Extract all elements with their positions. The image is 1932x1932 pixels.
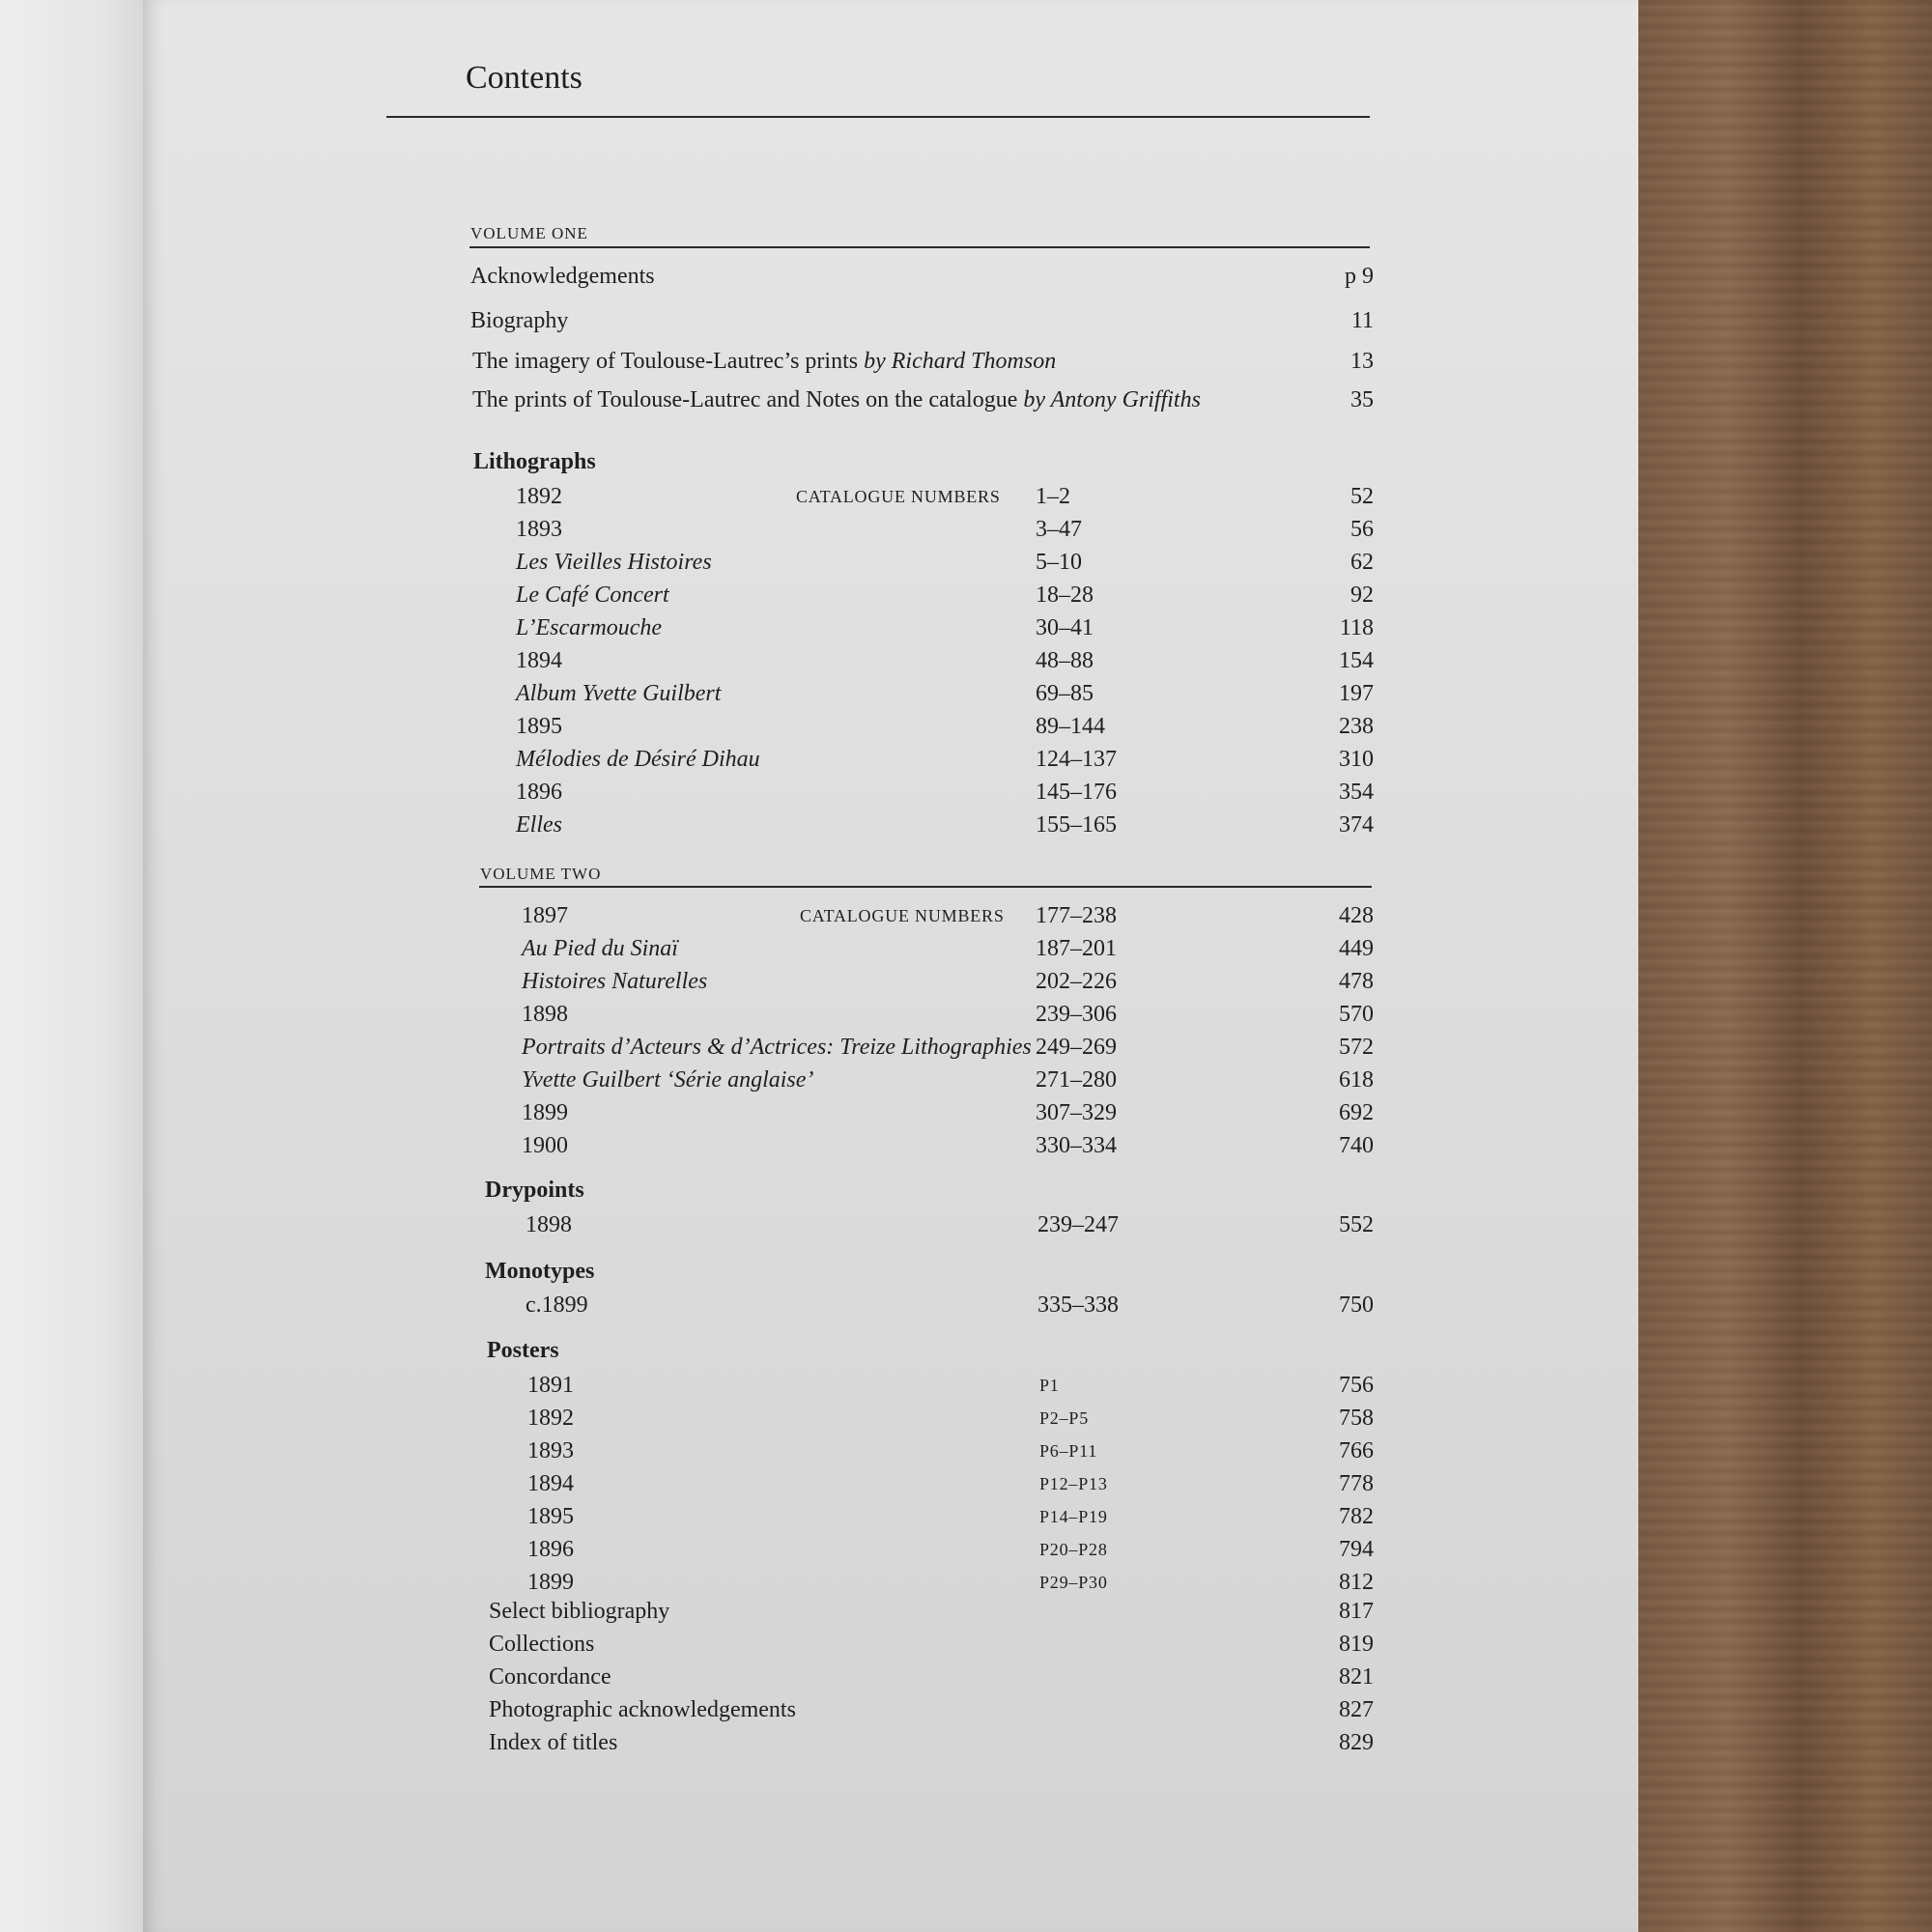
catalogue-number: 330–334: [1036, 1133, 1117, 1158]
toc-row: [0, 1694, 1932, 1725]
page-number: 817: [1339, 1599, 1374, 1624]
entry-title: Album Yvette Guilbert: [516, 681, 722, 706]
section-heading: Posters: [487, 1338, 559, 1363]
page-number: 428: [1339, 903, 1374, 928]
toc-row: [0, 384, 1932, 415]
catalogue-number: 249–269: [1036, 1035, 1117, 1060]
entry-title: 1892: [516, 484, 562, 509]
page-number: 13: [1350, 349, 1374, 374]
page-number: 552: [1339, 1212, 1374, 1237]
toc-row: [0, 1534, 1932, 1565]
catalogue-number: P20–P28: [1039, 1540, 1108, 1559]
catalogue-number: 18–28: [1036, 582, 1094, 608]
entry-title: Mélodies de Désiré Dihau: [516, 747, 760, 772]
entry-title: 1899: [527, 1570, 574, 1595]
page-number: 197: [1339, 681, 1374, 706]
catalogue-number: 124–137: [1036, 747, 1117, 772]
page-number: 310: [1339, 747, 1374, 772]
page-number: 692: [1339, 1100, 1374, 1125]
catalogue-number: 69–85: [1036, 681, 1094, 706]
catalogue-number: 89–144: [1036, 714, 1105, 739]
toc-row: [0, 612, 1932, 643]
entry-title: 1898: [522, 1002, 568, 1027]
toc-row: [0, 1501, 1932, 1532]
toc-row: [0, 933, 1932, 964]
catalogue-numbers-label: CATALOGUE NUMBERS: [800, 906, 1005, 925]
toc-row: [0, 1727, 1932, 1758]
toc-row: [0, 1596, 1932, 1627]
section-heading: Drypoints: [485, 1178, 584, 1203]
entry-title: c.1899: [526, 1293, 588, 1318]
toc-row: [0, 1130, 1932, 1161]
page-number: 62: [1350, 550, 1374, 575]
toc-row: [0, 446, 1932, 477]
toc-row: [0, 1097, 1932, 1128]
entry-title: 1891: [527, 1373, 574, 1398]
entry-title: Photographic acknowledgements: [489, 1697, 796, 1722]
toc-row: [0, 346, 1932, 377]
entry-title: 1894: [527, 1471, 574, 1496]
page-number: 829: [1339, 1730, 1374, 1755]
catalogue-number: 335–338: [1037, 1293, 1119, 1318]
entry-title: Acknowledgements: [470, 264, 655, 289]
toc-row: [0, 1065, 1932, 1095]
entry-title: The imagery of Toulouse-Lautrec’s prints by Richard Thomson: [472, 349, 1057, 374]
page-number: 354: [1339, 780, 1374, 805]
catalogue-numbers-label: CATALOGUE NUMBERS: [796, 487, 1001, 506]
entry-title: Yvette Guilbert ‘Série anglaise’: [522, 1067, 814, 1093]
toc-row: [0, 1032, 1932, 1063]
toc-row: [0, 514, 1932, 545]
page-number: 812: [1339, 1570, 1374, 1595]
page-number: 11: [1350, 308, 1374, 333]
toc-row: [0, 900, 1932, 931]
entry-title: 1896: [516, 780, 562, 805]
toc-row: [0, 1662, 1932, 1692]
entry-title: Les Vieilles Histoires: [516, 550, 712, 575]
page-number: 570: [1339, 1002, 1374, 1027]
toc-row: [0, 999, 1932, 1030]
toc-row: [0, 1468, 1932, 1499]
toc-row: [0, 305, 1932, 336]
entry-title: Biography: [470, 308, 569, 333]
toc-row: [0, 966, 1932, 997]
page-number: 756: [1339, 1373, 1374, 1398]
page-number: 778: [1339, 1471, 1374, 1496]
entry-title: Concordance: [489, 1664, 611, 1690]
page-number: 35: [1350, 387, 1374, 412]
entry-title: Index of titles: [489, 1730, 618, 1755]
page-number: 118: [1339, 615, 1374, 640]
page-number: p 9: [1345, 264, 1374, 289]
entry-title: 1900: [522, 1133, 568, 1158]
page-number: 449: [1339, 936, 1374, 961]
entry-title: Au Pied du Sinaï: [522, 936, 678, 961]
entry-title: Collections: [489, 1632, 595, 1657]
catalogue-number: 1–2: [1036, 484, 1070, 509]
entry-title: 1896: [527, 1537, 574, 1562]
section-heading: Lithographs: [473, 449, 596, 474]
catalogue-number: 155–165: [1036, 812, 1117, 838]
toc-row: [0, 1290, 1932, 1321]
page-number: 750: [1339, 1293, 1374, 1318]
catalogue-number: 202–226: [1036, 969, 1117, 994]
catalogue-number: 307–329: [1036, 1100, 1117, 1125]
page-number: 572: [1339, 1035, 1374, 1060]
toc-row: [0, 810, 1932, 840]
page-number: 766: [1339, 1438, 1374, 1463]
title-rule: [386, 116, 1370, 118]
volume-one-label: VOLUME ONE: [470, 224, 588, 242]
toc-row: [0, 1567, 1932, 1598]
catalogue-number: P2–P5: [1039, 1408, 1090, 1428]
entry-title: Portraits d’Acteurs & d’Actrices: Treize Lithographies: [522, 1035, 1032, 1060]
toc-row: [0, 678, 1932, 709]
catalogue-number: 239–306: [1036, 1002, 1117, 1027]
entry-title: Le Café Concert: [516, 582, 669, 608]
entry-title: The prints of Toulouse-Lautrec and Notes on the catalogue by Antony Griffiths: [472, 387, 1201, 412]
page-number: 92: [1350, 582, 1374, 608]
page-number: 782: [1339, 1504, 1374, 1529]
catalogue-number: P6–P11: [1039, 1441, 1098, 1461]
entry-title: 1899: [522, 1100, 568, 1125]
entry-title: 1898: [526, 1212, 572, 1237]
page-number: 758: [1339, 1406, 1374, 1431]
page-number: 819: [1339, 1632, 1374, 1657]
toc-row: [0, 1335, 1932, 1366]
catalogue-number: 48–88: [1036, 648, 1094, 673]
toc-row: [0, 481, 1932, 512]
toc-row: [0, 1209, 1932, 1240]
toc-row: [0, 547, 1932, 578]
page-number: 238: [1339, 714, 1374, 739]
page-number: 740: [1339, 1133, 1374, 1158]
catalogue-number: 271–280: [1036, 1067, 1117, 1093]
toc-row: [0, 1175, 1932, 1206]
toc-row: [0, 777, 1932, 808]
volume-two-label: VOLUME TWO: [480, 865, 602, 883]
toc-row: [0, 1370, 1932, 1401]
entry-title: Histoires Naturelles: [522, 969, 708, 994]
entry-title: 1895: [516, 714, 562, 739]
toc-row: [0, 711, 1932, 742]
catalogue-number: P1: [1039, 1376, 1060, 1395]
entry-title: 1892: [527, 1406, 574, 1431]
page-number: 821: [1339, 1664, 1374, 1690]
entry-title: 1895: [527, 1504, 574, 1529]
entry-title: Elles: [516, 812, 562, 838]
toc-row: [0, 1435, 1932, 1466]
page-number: 154: [1339, 648, 1374, 673]
catalogue-number: 187–201: [1036, 936, 1117, 961]
toc-row: [0, 645, 1932, 676]
catalogue-number: 5–10: [1036, 550, 1082, 575]
page-title: Contents: [466, 60, 582, 96]
toc-row: [0, 580, 1932, 611]
catalogue-number: P12–P13: [1039, 1474, 1108, 1493]
catalogue-number: P29–P30: [1039, 1573, 1108, 1592]
toc-row: [0, 1403, 1932, 1434]
entry-title: 1894: [516, 648, 562, 673]
catalogue-number: 3–47: [1036, 517, 1082, 542]
entry-title: 1897: [522, 903, 568, 928]
entry-title: Select bibliography: [489, 1599, 670, 1624]
catalogue-number: 30–41: [1036, 615, 1094, 640]
catalogue-number: P14–P19: [1039, 1507, 1108, 1526]
toc-row: [0, 1256, 1932, 1287]
section-heading: Monotypes: [485, 1259, 595, 1284]
toc-row: [0, 261, 1932, 292]
volume-one-rule: [469, 246, 1370, 248]
toc-row: [0, 744, 1932, 775]
page-number: 478: [1339, 969, 1374, 994]
page-number: 52: [1350, 484, 1374, 509]
entry-title: 1893: [527, 1438, 574, 1463]
toc-row: [0, 1629, 1932, 1660]
entry-title: 1893: [516, 517, 562, 542]
page-number: 56: [1350, 517, 1374, 542]
catalogue-number: 239–247: [1037, 1212, 1119, 1237]
volume-two-rule: [479, 886, 1372, 888]
entry-title: L’Escarmouche: [516, 615, 663, 640]
catalogue-number: 177–238: [1036, 903, 1117, 928]
page-number: 794: [1339, 1537, 1374, 1562]
page-number: 374: [1339, 812, 1374, 838]
page-number: 827: [1339, 1697, 1374, 1722]
page-number: 618: [1339, 1067, 1374, 1093]
catalogue-number: 145–176: [1036, 780, 1117, 805]
